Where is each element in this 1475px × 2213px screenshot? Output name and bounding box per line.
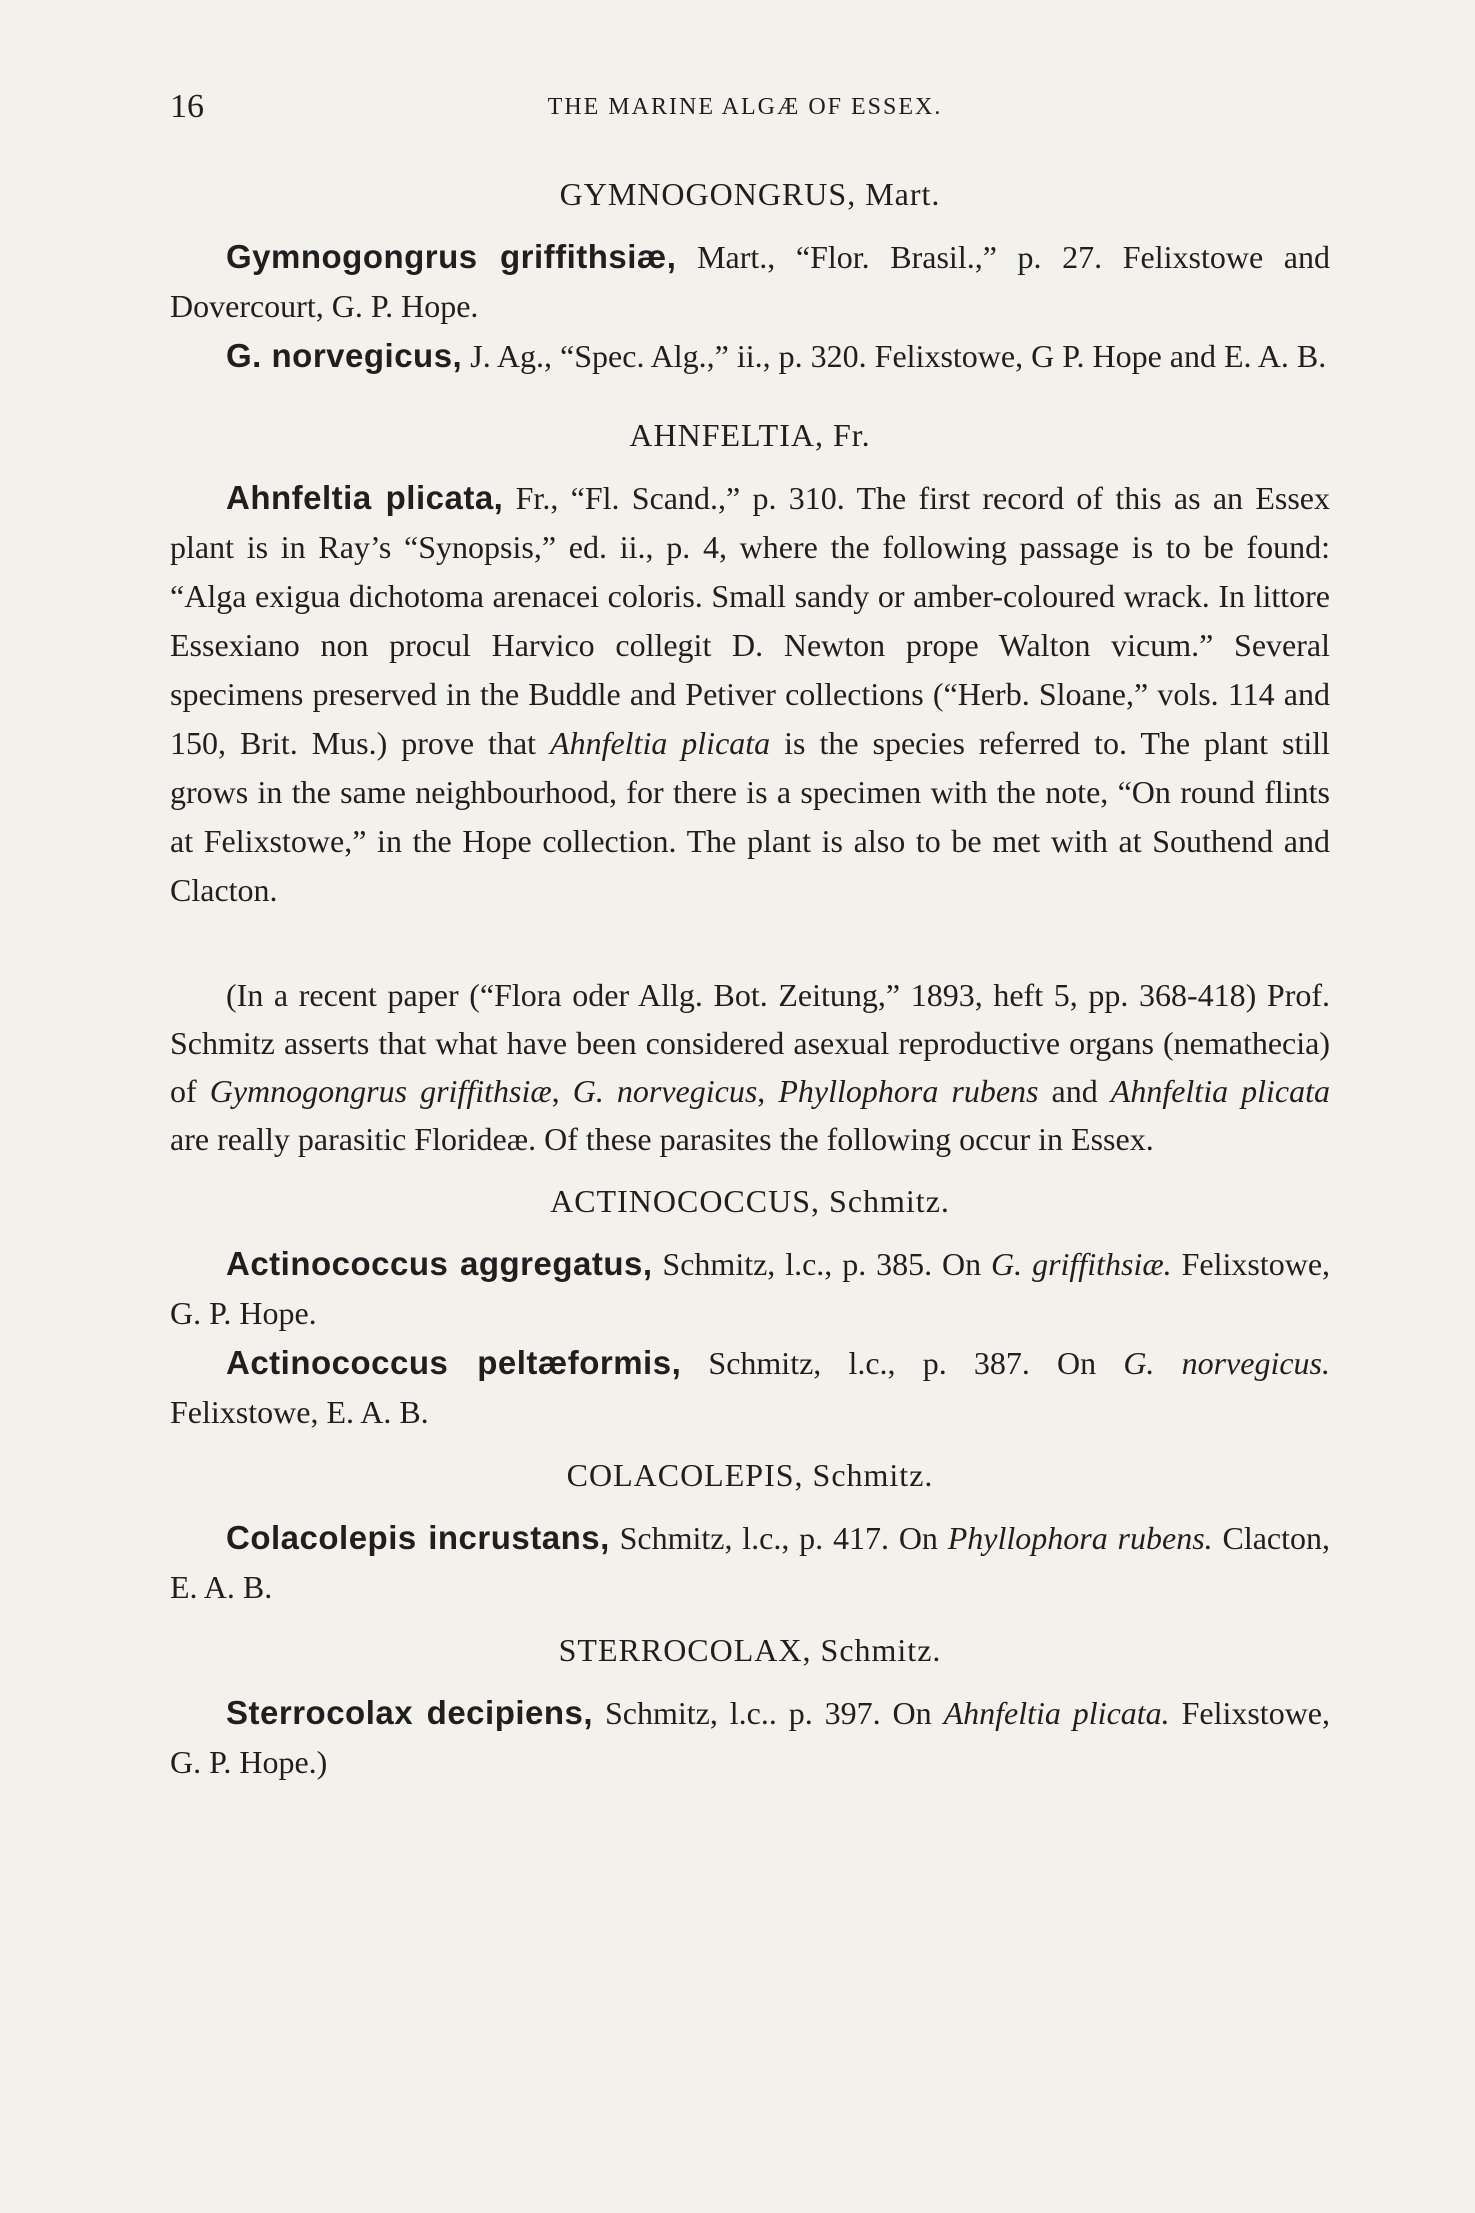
species-entry bbox=[170, 1338, 1330, 1437]
species-entry bbox=[170, 1513, 1330, 1612]
entry-text: Mart., “Flor. Brasil.,” p. 27. Felixstowe and Dovercourt, G. P. Hope. bbox=[170, 239, 1331, 324]
species-name: Sterrocolax decipiens, bbox=[226, 1694, 594, 1731]
note-text: are really parasitic Florideæ. Of these parasites the following occur in Essex. bbox=[170, 1121, 1154, 1157]
species-entry bbox=[170, 331, 1330, 381]
running-head bbox=[170, 88, 1320, 128]
italic-name: Ahnfeltia plicata. bbox=[943, 1695, 1170, 1731]
genus-heading: STERROCOLAX, Schmitz. bbox=[558, 1632, 942, 1668]
entry-text: Felixstowe, G. P. Hope. bbox=[170, 1246, 1331, 1331]
entry-text: Schmitz, l.c., p. 417. On bbox=[609, 1520, 948, 1556]
italic-name: G. norvegicus. bbox=[1123, 1345, 1330, 1381]
italic-name: Gymnogongrus griffithsiæ bbox=[209, 1073, 552, 1109]
entry-text: J. Ag., “Spec. Alg.,” ii., p. 320. Felixstowe, G P. Hope and E. A. B. bbox=[462, 338, 1327, 374]
species-entry bbox=[170, 232, 1330, 331]
note-text: , bbox=[551, 1073, 573, 1109]
entry-text: Clacton, E. A. B. bbox=[170, 1520, 1331, 1605]
note-text: (In a recent paper (“Flora oder Allg. Bot. Zeitung,” 1893, heft 5, pp. 368-418) Prof. Schmitz asserts that what have been considered asexual reproductive organs (nemathecia) of bbox=[170, 977, 1330, 1109]
note-text: and bbox=[1038, 1073, 1111, 1109]
running-title: THE MARINE ALGÆ OF ESSEX. bbox=[547, 94, 943, 120]
genus-heading: GYMNOGONGRUS, Mart. bbox=[559, 176, 941, 212]
entry-text: Schmitz, l.c., p. 387. On bbox=[681, 1345, 1124, 1381]
page-number: 16 bbox=[170, 88, 204, 125]
species-name: Colacolepis incrustans, bbox=[226, 1519, 610, 1556]
body-text bbox=[170, 170, 1330, 1787]
species-entry bbox=[170, 1688, 1330, 1787]
italic-name: Phyllophora rubens. bbox=[947, 1520, 1213, 1556]
entry-text: Schmitz, l.c., p. 385. On bbox=[652, 1246, 992, 1282]
italic-name: G. norvegicus bbox=[572, 1073, 758, 1109]
entry-text: Schmitz, l.c.. p. 397. On bbox=[593, 1695, 944, 1731]
genus-heading: COLACOLEPIS, Schmitz. bbox=[566, 1457, 934, 1493]
italic-name: Ahnfeltia plicata bbox=[1110, 1073, 1330, 1109]
species-entry bbox=[170, 1239, 1330, 1338]
species-name: Actinococcus peltæformis, bbox=[226, 1344, 682, 1381]
species-name: G. norvegicus, bbox=[226, 337, 463, 374]
italic-name: G. griffithsiæ. bbox=[991, 1246, 1172, 1282]
entry-text: Felixstowe, G. P. Hope.) bbox=[170, 1695, 1330, 1780]
entry-text: Fr., “Fl. Scand.,” p. 310. The first record of this as an Essex plant is in Ray’s “Synopsis,” ed. ii., p. 4, where the following passage is to be found: “Alga exigua dichotoma arenacei coloris. Small sandy or amber-coloured wrack. In littore Essexiano non procul Harvico collegit D. Newton prope Walton vicum.” Several specimens preserved in the Buddle and Petiver collections (“Herb. Sloane,” vols. 114 and 150, Brit. Mus.) prove that bbox=[170, 480, 1330, 761]
entry-text: Felixstowe, E. A. B. bbox=[170, 1394, 429, 1430]
entry-text: is the species referred to. The plant still grows in the same neighbourhood, for there is a specimen with the note, “On round flints at Felixstowe,” in the Hope collection. The plant is also to be met with at Southend and Clacton. bbox=[170, 725, 1331, 908]
note-text: , bbox=[757, 1073, 779, 1109]
species-name: Actinococcus aggregatus, bbox=[226, 1245, 653, 1282]
genus-heading: AHNFELTIA, Fr. bbox=[629, 417, 871, 453]
genus-heading: ACTINOCOCCUS, Schmitz. bbox=[550, 1183, 950, 1219]
species-name: Ahnfeltia plicata, bbox=[226, 479, 504, 516]
species-entry bbox=[170, 473, 1330, 915]
italic-name: Phyllophora rubens bbox=[778, 1073, 1039, 1109]
italic-name: Ahnfeltia plicata bbox=[550, 725, 771, 761]
species-name: Gymnogongrus griffithsiæ, bbox=[226, 238, 677, 275]
schmitz-note bbox=[170, 971, 1330, 1163]
